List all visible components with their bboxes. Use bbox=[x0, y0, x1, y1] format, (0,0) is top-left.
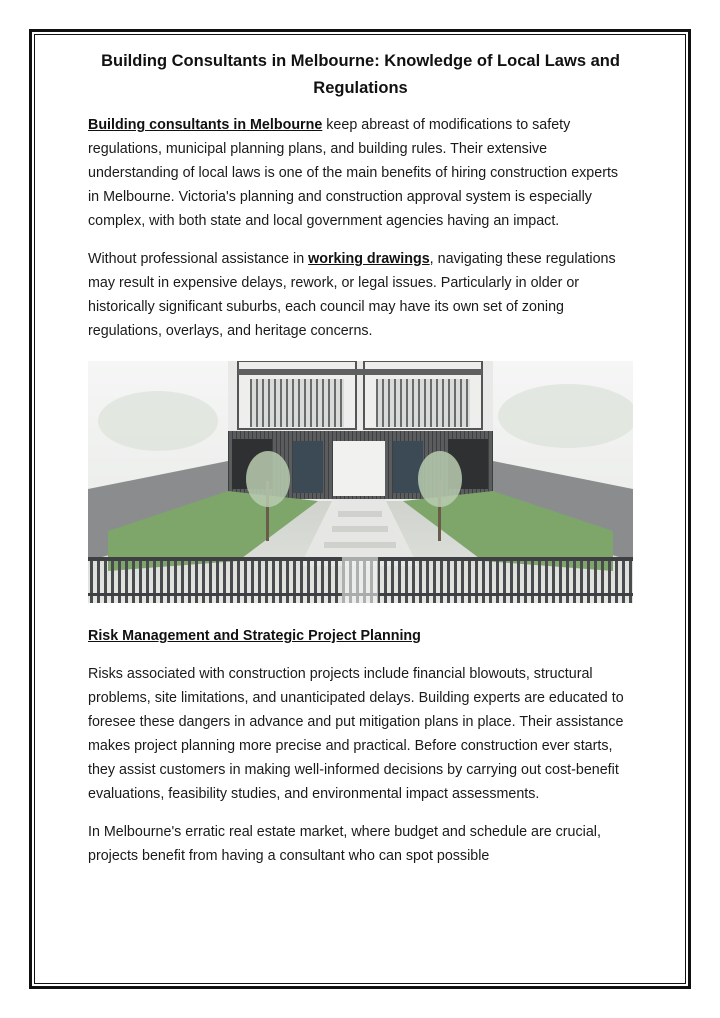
link-working-drawings[interactable]: working drawings bbox=[308, 251, 430, 267]
link-building-consultants[interactable]: Building consultants in Melbourne bbox=[88, 117, 323, 133]
paragraph-intro-text: keep abreast of modifications to safety regulations, municipal planning plans, and building rules. Their extensive understanding of local laws is one of the main benefits of hiring construction experts in Melbourne. Victoria's planning and construction approval system is especially complex, with both state and local government agencies having an impact. bbox=[88, 117, 619, 229]
document-title: Building Consultants in Melbourne: Knowledge of Local Laws and Regulations bbox=[101, 52, 620, 97]
section-heading-risk-management: Risk Management and Strategic Project Planning bbox=[88, 628, 421, 644]
paragraph-risks: Risks associated with construction projects include financial blowouts, structural problems, site limitations, and unanticipated delays. Building experts are educated to foresee these dangers in advance and put mitigation plans in place. Their assistance makes project planning more precise and practical. Before construction ever starts, they assist customers in making well-informed decisions by carrying out cost-benefit evaluations, feasibility studies, and environmental impact assessments. bbox=[88, 666, 624, 802]
paragraph-market: In Melbourne's erratic real estate market, where budget and schedule are crucial, projects benefit from having a consultant who can spot possible bbox=[88, 824, 601, 864]
paragraph-regulations-after: , navigating these regulations may result in expensive delays, rework, or legal issues. Particularly in older or historically significant suburbs, each council may have its own set of zoning regulations, overlays, and heritage concerns. bbox=[88, 251, 616, 339]
house-rendering-image bbox=[88, 361, 633, 603]
document-body bbox=[88, 48, 633, 868]
paragraph-regulations-before: Without professional assistance in bbox=[88, 251, 309, 267]
paragraph-regulations bbox=[88, 247, 633, 343]
paragraph-intro bbox=[88, 113, 633, 233]
